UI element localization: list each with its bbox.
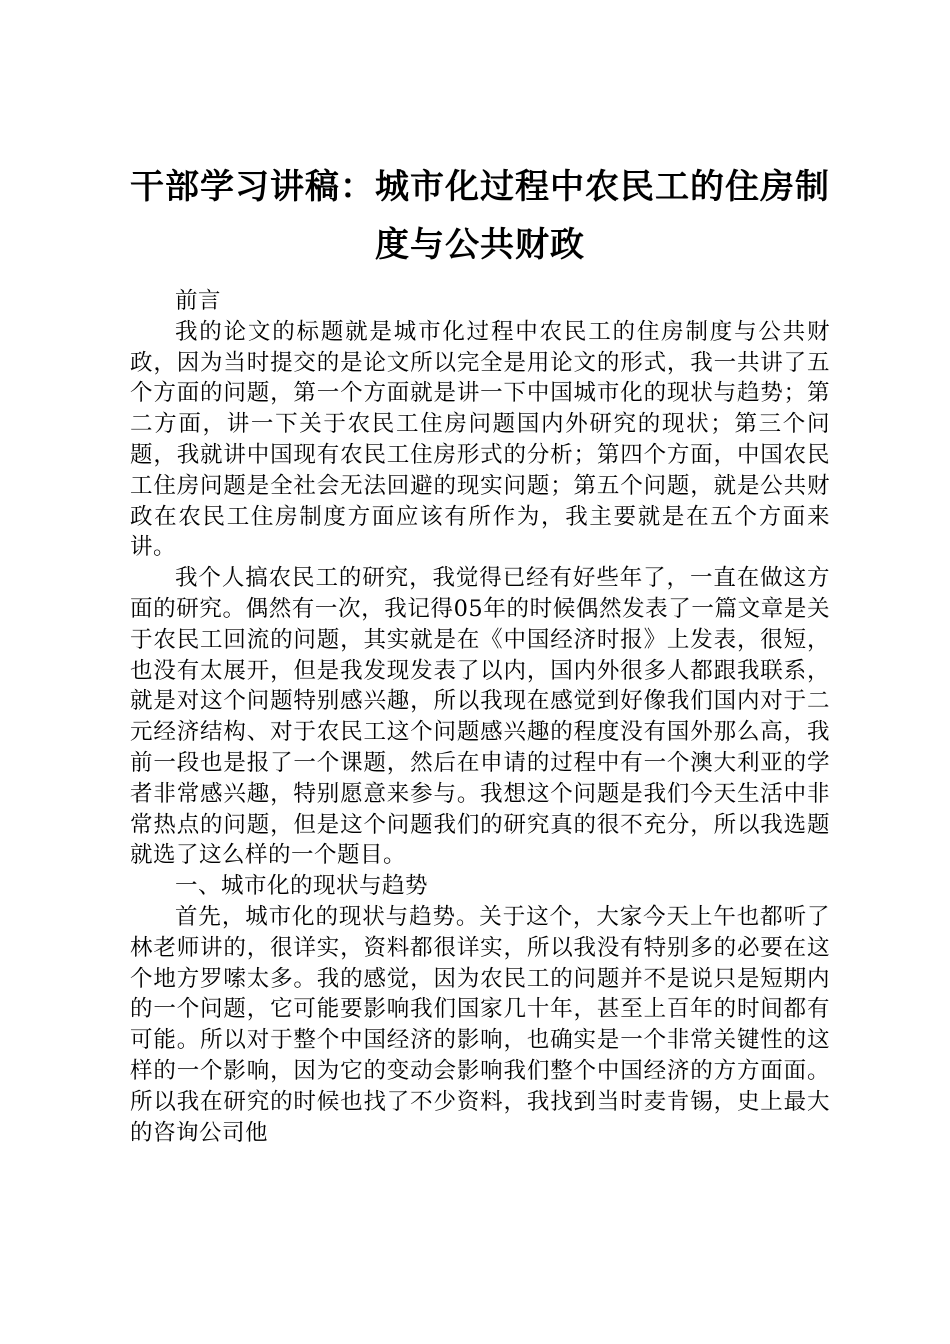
paragraph-preface-heading: 前言	[175, 288, 222, 314]
paragraph-urbanization-status: 首先，城市化的现状与趋势。关于这个，大家今天上午也都听了林老师讲的，很详实，资料都很详实，所以我没有特别多的必要在这个地方罗嗦太多。我的感觉，因为农民工的问题并不是说只是短期内的一个问题，它可能要影响我们国家几十年，甚至上百年的时间都有可能。所以对于整个中国经济的影响，也确实是一个非常关键性的这样的一个影响，因为它的变动会影响我们整个中国经济的方方面面。所以我在研究的时候也找了不少资料，我找到当时麦肯锡，史上最大的咨询公司他	[130, 903, 830, 1146]
document-page	[130, 158, 830, 1148]
document-body	[130, 286, 830, 1148]
section-heading-urbanization: 一、城市化的现状与趋势	[175, 873, 429, 900]
document-title: 干部学习讲稿：城市化过程中农民工的住房制度与公共财政	[130, 167, 830, 265]
paragraph-thesis-outline: 我的论文的标题就是城市化过程中农民工的住房制度与公共财政，因为当时提交的是论文所以完全是用论文的形式，我一共讲了五个方面的问题，第一个方面就是讲一下中国城市化的现状与趋势；第二方面，讲一下关于农民工住房问题国内外研究的现状；第三个问题，我就讲中国现有农民工住房形式的分析；第四个方面，中国农民工住房问题是全社会无法回避的现实问题；第五个问题，就是公共财政在农民工住房制度方面应该有所作为，我主要就是在五个方面来讲。	[130, 318, 830, 561]
paragraph-research-background: 我个人搞农民工的研究，我觉得已经有好些年了，一直在做这方面的研究。偶然有一次，我记得05年的时候偶然发表了一篇文章是关于农民工回流的问题，其实就是在《中国经济时报》上发表，很短，也没有太展开，但是我发现发表了以内，国内外很多人都跟我联系，就是对这个问题特别感兴趣，所以我现在感觉到好像我们国内对于二元经济结构、对于农民工这个问题感兴趣的程度没有国外那么高，我前一段也是报了一个课题，然后在申请的过程中有一个澳大利亚的学者非常感兴趣，特别愿意来参与。我想这个问题是我们今天生活中非常热点的问题，但是这个问题我们的研究真的很不充分，所以我选题就选了这么样的一个题目。	[130, 565, 830, 869]
